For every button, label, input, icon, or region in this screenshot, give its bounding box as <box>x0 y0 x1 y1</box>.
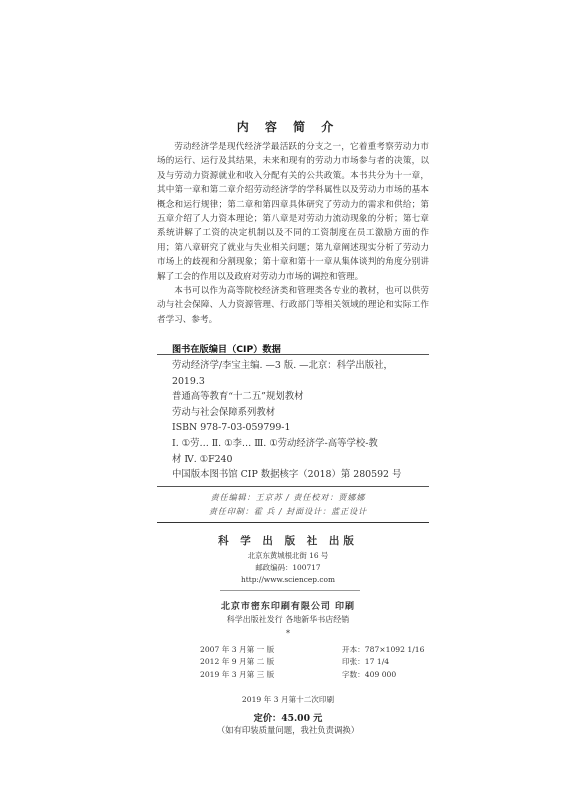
cip-line: 劳动经济学/李宝主编. —3 版. —北京：科学出版社， <box>172 360 393 371</box>
quality-notice: （如有印装质量问题，我社负责调换） <box>216 725 360 735</box>
cip-line: Ⅰ. ①劳… Ⅱ. ①李… Ⅲ. ①劳动经济学-高等学校-教 <box>172 437 378 449</box>
cip-heading: 图书在版编目（CIP）数据 <box>172 344 281 355</box>
cip-line: 劳动与社会保障系列教材 <box>172 406 276 418</box>
publisher-name: 科 学 出 版 社 出版 <box>218 535 358 547</box>
summary-title: 内 容 简 介 <box>236 120 340 134</box>
cip-line: 普通高等教育“十二五”规划教材 <box>172 391 304 403</box>
summary-paragraph: 劳动经济学是现代经济学最活跃的分支之一，它着重考察劳动力市场的运行、运行及其结果，未来和现有的劳动力市场参与者的决策，以及与劳动力资源就业和收入分配有关的公共政策。本书共分为十一章，其中第一章和第二章介绍劳动经济学的学科属性以及劳动力市场的基本概念和运行规律；第二章和第四章具体研究了劳动力的需求和供给；第五章介绍了人力资本理论；第八章是对劳动力流动现象的分析；第七章系统讲解了工资的决定机制以及不同的工资制度在员工激励方面的作用；第八章研究了就业与失业相关问题；第九章阐述现实分析了劳动力市场上的歧视和分割现象；第十章和第十一章从集体谈判的角度分别讲解了工会的作用以及政府对劳动力市场的调控和管理。 <box>157 142 429 282</box>
edition-date: 2012 年 9 月第 二 版 <box>200 657 275 667</box>
cip-top-rule <box>157 354 429 355</box>
summary-paragraph: 本书可以作为高等院校经济类和管理类各专业的教材，也可以供劳动与社会保障、人力资源管理、行政部门等相关领域的理论和实际工作者学习、参考。 <box>157 286 429 325</box>
summary-body <box>157 140 429 327</box>
edition-row <box>200 644 460 656</box>
edition-spec: 字数：409 000 <box>342 669 397 679</box>
edition-table <box>200 644 460 681</box>
cip-line: 材 Ⅳ. ①F240 <box>172 453 233 465</box>
edition-row <box>200 656 460 668</box>
production-credits: 责任印制：霍 兵 / 封面设计：蓝正设计 <box>208 507 368 516</box>
distribution-line: 科学出版社发行 各地新华书店经销 <box>226 615 350 624</box>
publisher-address: 北京东黄城根北街 16 号 <box>247 551 329 560</box>
cip-line: 中国版本图书馆 CIP 数据核字（2018）第 280592 号 <box>172 469 402 481</box>
cip-bottom-rule <box>157 486 429 487</box>
edition-spec: 开本：787×1092 1/16 <box>342 645 425 654</box>
printer-name: 北京市密东印刷有限公司 印刷 <box>220 602 356 612</box>
publisher-url: http://www.sciencep.com <box>241 575 335 584</box>
cip-block <box>172 358 434 483</box>
cip-line: 2019.3 <box>172 375 205 387</box>
reprint-line: 2019 年 3 月第十二次印刷 <box>241 695 335 704</box>
edition-date: 2019 年 3 月第 三 版 <box>200 669 275 679</box>
editor-credits: 责任编辑：王京苏 / 责任校对：贾娜娜 <box>210 493 366 502</box>
separator-star: * <box>286 629 290 638</box>
publisher-postcode: 邮政编码：100717 <box>255 563 321 572</box>
edition-spec: 印张：17 1/4 <box>342 657 390 667</box>
edition-date: 2007 年 3 月第 一 版 <box>200 645 275 654</box>
price: 定价：45.00 元 <box>253 713 323 724</box>
cip-line: ISBN 978-7-03-059799-1 <box>172 422 291 434</box>
publisher-divider <box>220 590 360 591</box>
edition-row <box>200 669 460 681</box>
credits-rule <box>157 522 429 523</box>
